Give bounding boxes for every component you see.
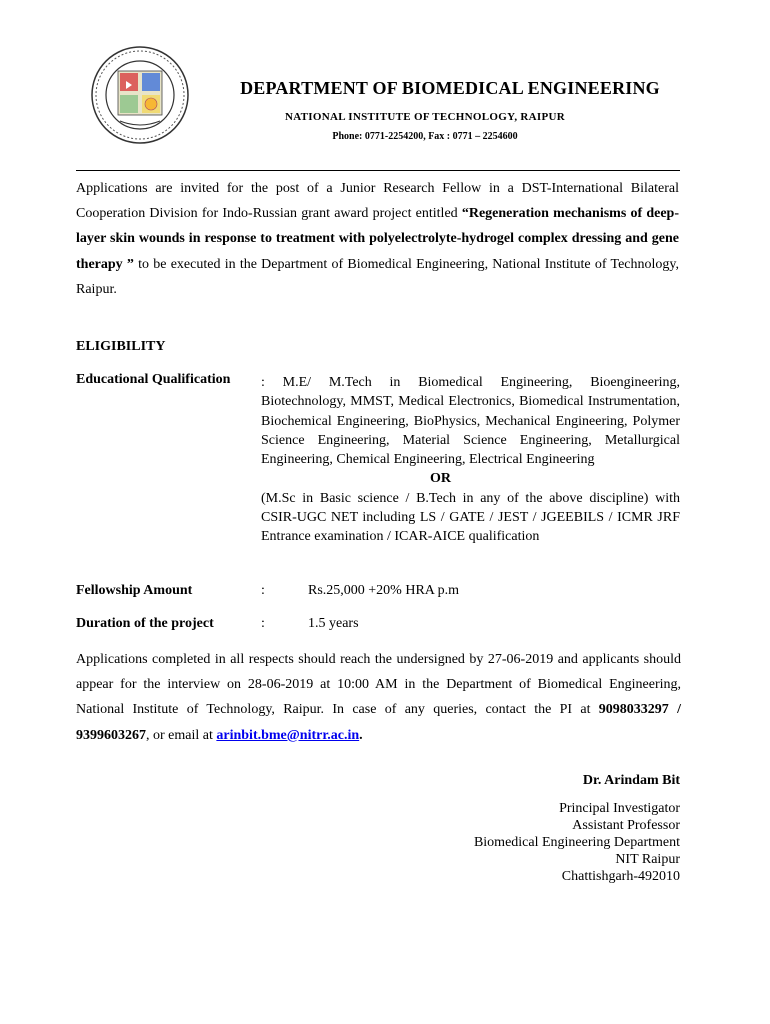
institute-logo [90, 45, 190, 145]
qualification-degrees: : M.E/ M.Tech in Biomedical Engineering, Bioengineering, Biotechnology, MMST, Medical Electronics, Biomedical Instrumentation, Biochemical Engineering, BioPhysics, Mechanical Engineering, Polymer Science Engineering, Material Science Engineering, Metallurgical Engineering, Chemical Engineering, Electrical Engineering [261, 375, 680, 468]
or-label: OR [430, 471, 451, 487]
closing-text-start: Applications completed in all respects should reach the undersigned by 27-06-2019 and applicants should appear for the interview on 28-06-2019 at 10:00 AM in the Department of Biomedical Engineering, National Institute of Technology, Raipur. In case of any queries, contact the PI at [76, 652, 681, 718]
fellowship-colon: : [261, 583, 265, 598]
closing-period: . [359, 727, 363, 743]
signatory-line: Biomedical Engineering Department [473, 835, 680, 850]
qualification-text [261, 373, 680, 547]
qualification-alternative: (M.Sc in Basic science / B.Tech in any of the above discipline) with CSIR-UGC NET including LS / GATE / JEST / JGEEBILS / ICMR JRF Entrance examination / ICAR-AICE qualification [261, 490, 680, 545]
contact-line: Phone: 0771-2254200, Fax : 0771 – 2254600 [332, 131, 518, 142]
intro-paragraph [76, 176, 679, 302]
signatory-line: NIT Raipur [615, 852, 680, 867]
duration-label: Duration of the project [76, 616, 214, 631]
signatory-details [380, 800, 680, 885]
duration-colon: : [261, 616, 265, 631]
duration-value: 1.5 years [308, 616, 359, 631]
qualification-label: Educational Qualification [76, 372, 231, 387]
intro-text-end: to be executed in the Department of Biomedical Engineering, National Institute of Technology, Raipur. [76, 256, 679, 297]
signatory-line: Assistant Professor [572, 818, 680, 833]
institute-name: NATIONAL INSTITUTE OF TECHNOLOGY, RAIPUR [284, 111, 566, 123]
closing-text-middle: , or email at [146, 727, 217, 743]
department-title: DEPARTMENT OF BIOMEDICAL ENGINEERING [240, 78, 660, 98]
pi-phone-numbers: 9098033297 / 9399603267 [76, 702, 681, 743]
signatory-line: Chattishgarh-492010 [561, 869, 680, 884]
fellowship-value: Rs.25,000 +20% HRA p.m [308, 583, 460, 598]
eligibility-heading: ELIGIBILITY [76, 339, 166, 354]
header-divider [76, 170, 680, 171]
fellowship-label: Fellowship Amount [76, 583, 193, 598]
signatory-name: Dr. Arindam Bit [582, 773, 680, 788]
closing-paragraph [76, 647, 681, 748]
project-title: “Regeneration mechanisms of deep-layer skin wounds in response to treatment with polyelectrolyte-hydrogel complex dressing and gene therapy ” [76, 206, 679, 272]
email-link[interactable]: arinbit.bme@nitrr.ac.in [216, 727, 360, 743]
intro-text-start: Applications are invited for the post of a Junior Research Fellow in a DST-International Bilateral Cooperation Division for Indo-Russian grant award project entitled [76, 181, 679, 222]
signatory-line: Principal Investigator [559, 801, 680, 816]
